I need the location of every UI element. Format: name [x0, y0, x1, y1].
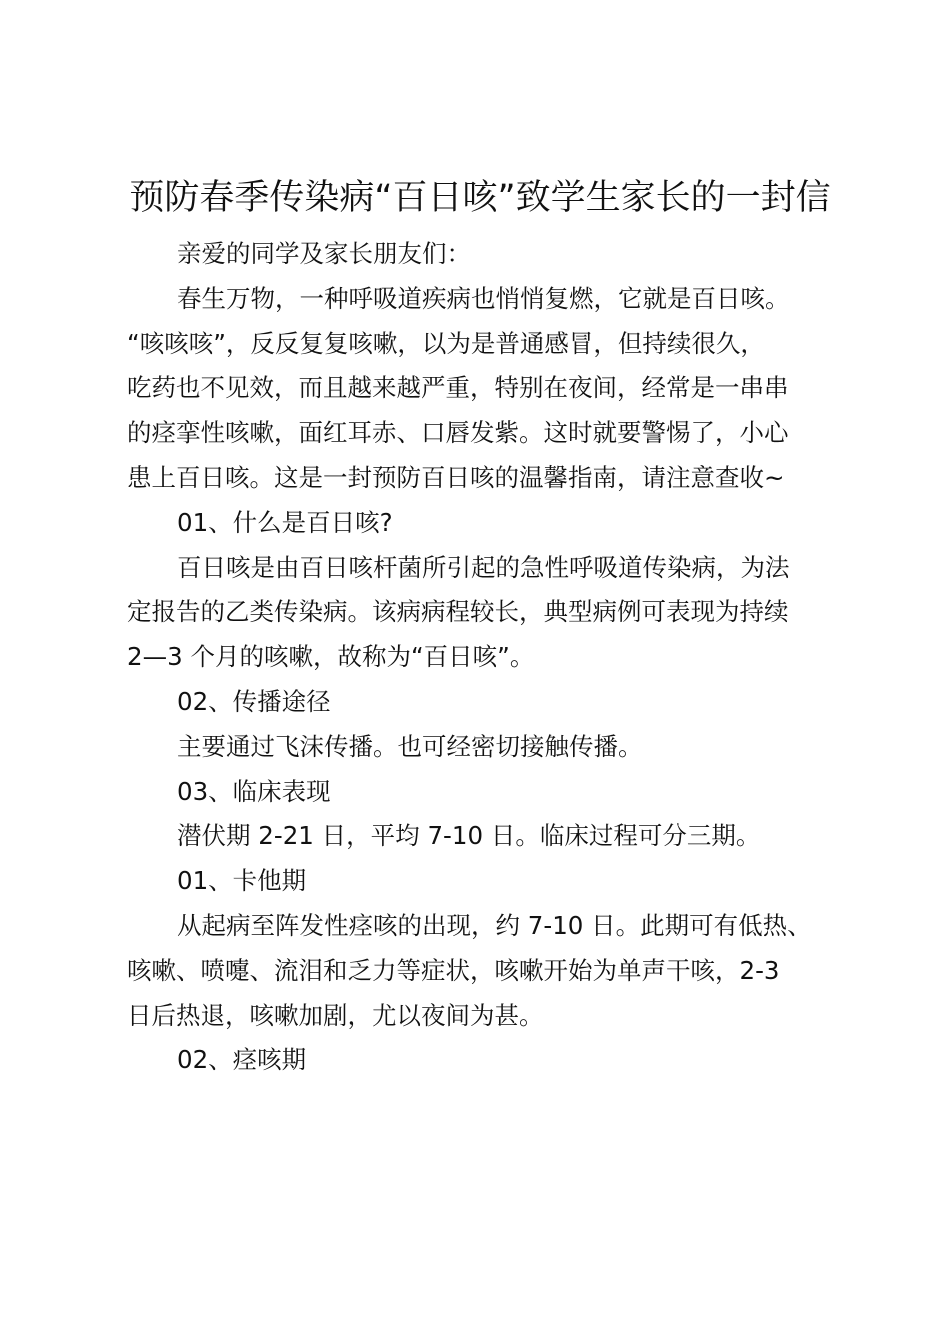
- subsection-heading-paroxysmal: 02、痉咳期: [177, 1045, 307, 1075]
- section-heading-clinical: 03、临床表现: [177, 776, 331, 806]
- document-title: 预防春季传染病“百日咳”致学生家长的一封信: [129, 178, 831, 218]
- body-line: 定报告的乙类传染病。该病病程较长，典型病例可表现为持续: [127, 597, 789, 627]
- section-body-clinical: 潜伏期 2-21 日，平均 7-10 日。临床过程可分三期。: [177, 821, 761, 851]
- intro-paragraph: [127, 277, 833, 501]
- intro-line: 的痉挛性咳嗽，面红耳赤、口唇发紫。这时就要警惕了，小心: [127, 418, 789, 448]
- subsection-body-catarrhal: [127, 904, 833, 1038]
- section-body-what-is: [127, 546, 833, 680]
- section-heading-transmission: 02、传播途径: [177, 686, 331, 716]
- body-line: 百日咳是由百日咳杆菌所引起的急性呼吸道传染病，为法: [177, 552, 790, 582]
- intro-line: 春生万物，一种呼吸道疾病也悄悄复燃，它就是百日咳。: [177, 283, 790, 313]
- body-line: 咳嗽、喷嚏、流泪和乏力等症状，咳嗽开始为单声干咳，2-3: [127, 955, 780, 985]
- intro-line: 吃药也不见效，而且越来越严重，特别在夜间，经常是一串串: [127, 373, 789, 403]
- document-page: [127, 172, 833, 1083]
- subsection-heading-catarrhal: 01、卡他期: [177, 866, 307, 896]
- body-line: 日后热退，咳嗽加剧，尤以夜间为甚。: [127, 1000, 544, 1030]
- intro-line: 患上百日咳。这是一封预防百日咳的温馨指南，请注意查收~: [127, 462, 785, 492]
- intro-line: “咳咳咳”，反反复复咳嗽，以为是普通感冒，但持续很久，: [127, 328, 765, 358]
- section-body-transmission: 主要通过飞沫传播。也可经密切接触传播。: [177, 731, 643, 761]
- body-line: 从起病至阵发性痉咳的出现，约 7-10 日。此期可有低热、: [177, 910, 812, 940]
- section-heading-what-is: 01、什么是百日咳?: [177, 507, 393, 537]
- greeting: 亲爱的同学及家长朋友们：: [177, 239, 471, 268]
- body-line: 2—3 个月的咳嗽，故称为“百日咳”。: [127, 642, 535, 672]
